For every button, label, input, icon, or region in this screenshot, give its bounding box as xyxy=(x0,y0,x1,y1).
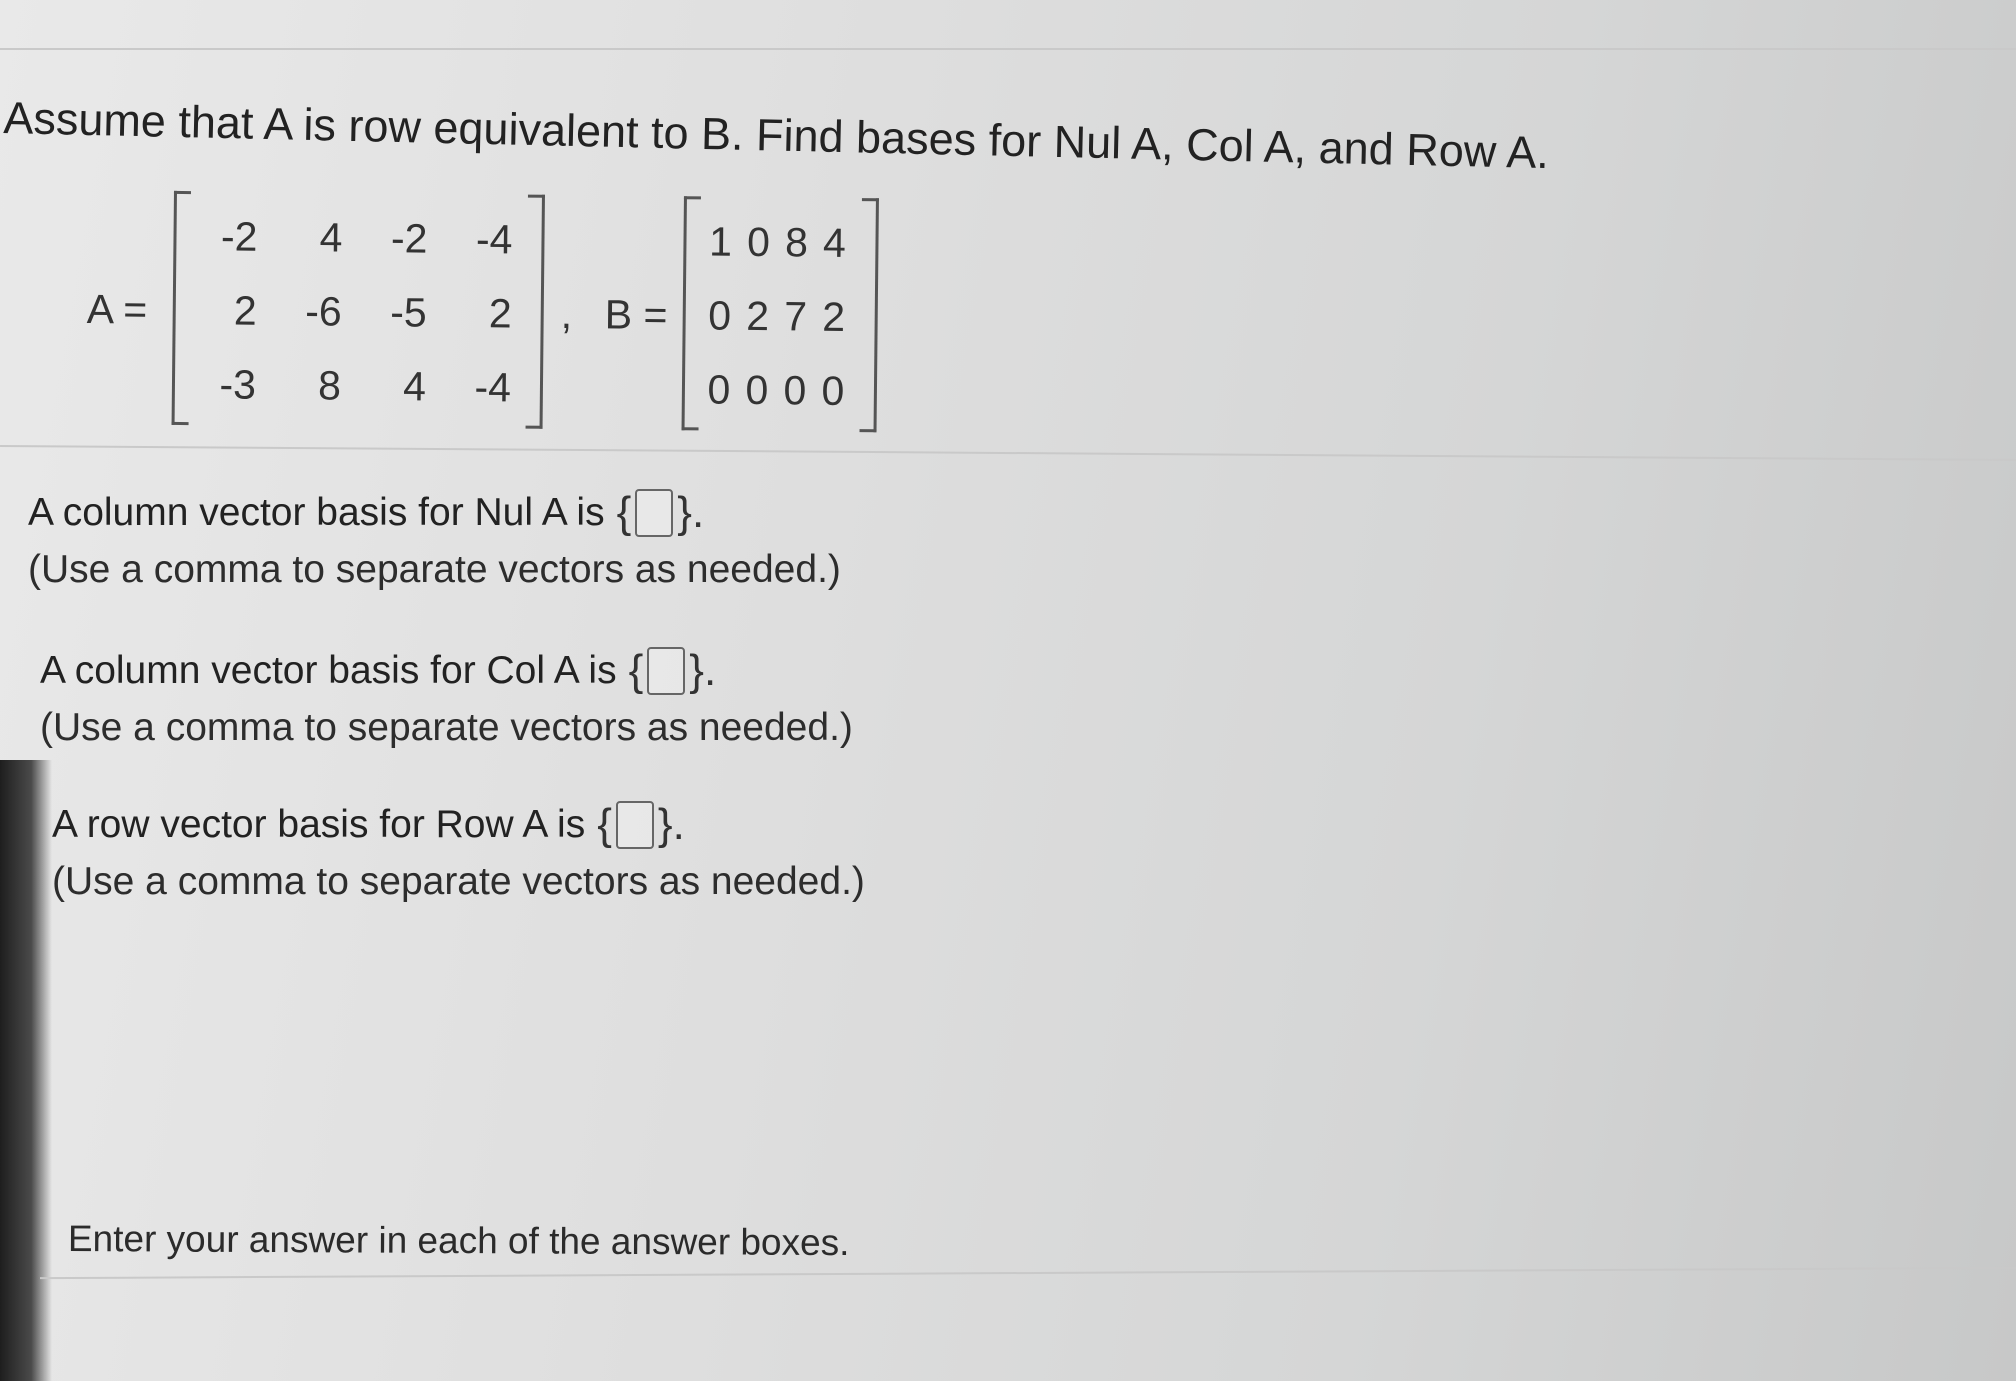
matrix-equation xyxy=(85,190,948,459)
col-a-prompt: A column vector basis for Col A is xyxy=(40,649,617,692)
matrix-b-cell: 0 xyxy=(821,367,845,414)
nul-a-prompt: A column vector basis for Nul A is xyxy=(28,491,605,534)
row-a-prompt: A row vector basis for Row A is xyxy=(52,803,586,846)
matrix-a-cell: -4 xyxy=(475,216,513,263)
matrix-a-cell: -2 xyxy=(390,215,428,262)
matrix-b-cell: 0 xyxy=(707,366,731,413)
row-a-set xyxy=(597,800,685,850)
row-a-question xyxy=(52,800,865,904)
matrix-a-cell: 8 xyxy=(317,362,342,409)
matrix-b-label: B = xyxy=(604,291,668,339)
open-brace: { xyxy=(616,488,632,537)
matrix-b-cell: 7 xyxy=(784,293,808,340)
matrix-a-cell: 4 xyxy=(402,363,427,410)
matrix-b-cell: 0 xyxy=(708,292,732,339)
matrix-a-cell: -2 xyxy=(220,213,258,260)
question-text: Assume that A is row equivalent to B. Find bases for Nul A, Col A, and Row A. xyxy=(2,92,1550,179)
footer-divider xyxy=(40,1267,2016,1279)
matrix-b-left-bracket xyxy=(682,196,701,430)
row-a-answer-box[interactable] xyxy=(616,801,654,849)
matrix-b-cell: 0 xyxy=(746,218,771,266)
col-a-set xyxy=(629,646,717,696)
col-a-hint: (Use a comma to separate vectors as needed.) xyxy=(40,706,853,749)
row-a-hint: (Use a comma to separate vectors as needed.) xyxy=(52,860,865,903)
nul-a-question xyxy=(28,488,841,592)
matrix-a-cell: -5 xyxy=(390,289,427,336)
matrix-a-cell: 2 xyxy=(233,287,257,334)
matrix-b-cell: 2 xyxy=(822,293,846,340)
col-a-answer-box[interactable] xyxy=(647,647,685,695)
instruction-text: Enter your answer in each of the answer boxes. xyxy=(67,1218,850,1264)
close-brace: }. xyxy=(657,800,685,849)
close-brace: }. xyxy=(689,646,717,695)
matrix-b-cell: 2 xyxy=(746,292,770,340)
open-brace: { xyxy=(628,646,644,695)
matrix-a-right-bracket xyxy=(526,195,545,429)
matrix-a-cell: -4 xyxy=(474,364,512,411)
open-brace: { xyxy=(597,800,612,849)
screen-edge-shadow xyxy=(0,760,52,1381)
nul-a-hint: (Use a comma to separate vectors as needed.) xyxy=(28,548,841,591)
matrix-a-cell: -3 xyxy=(219,361,257,408)
matrix-b-cell: 1 xyxy=(708,218,733,265)
matrix-a-cell: 2 xyxy=(488,290,512,337)
top-divider xyxy=(0,48,2016,50)
matrix-a-label: A = xyxy=(86,285,148,333)
matrix-b-cell: 4 xyxy=(822,219,847,266)
matrix-separator: , xyxy=(560,290,573,338)
matrix-b-cell: 0 xyxy=(745,366,769,414)
close-brace: }. xyxy=(677,488,705,537)
nul-a-set xyxy=(617,488,705,538)
matrix-b-cell: 0 xyxy=(783,367,807,414)
col-a-question xyxy=(40,646,853,750)
matrix-b-cell: 8 xyxy=(784,219,809,266)
matrix-a-cell: -6 xyxy=(305,288,342,335)
matrix-a-cell: 4 xyxy=(319,214,343,261)
matrix-b-right-bracket xyxy=(860,198,879,432)
matrix-a-left-bracket xyxy=(172,191,191,425)
nul-a-answer-box[interactable] xyxy=(635,489,673,537)
